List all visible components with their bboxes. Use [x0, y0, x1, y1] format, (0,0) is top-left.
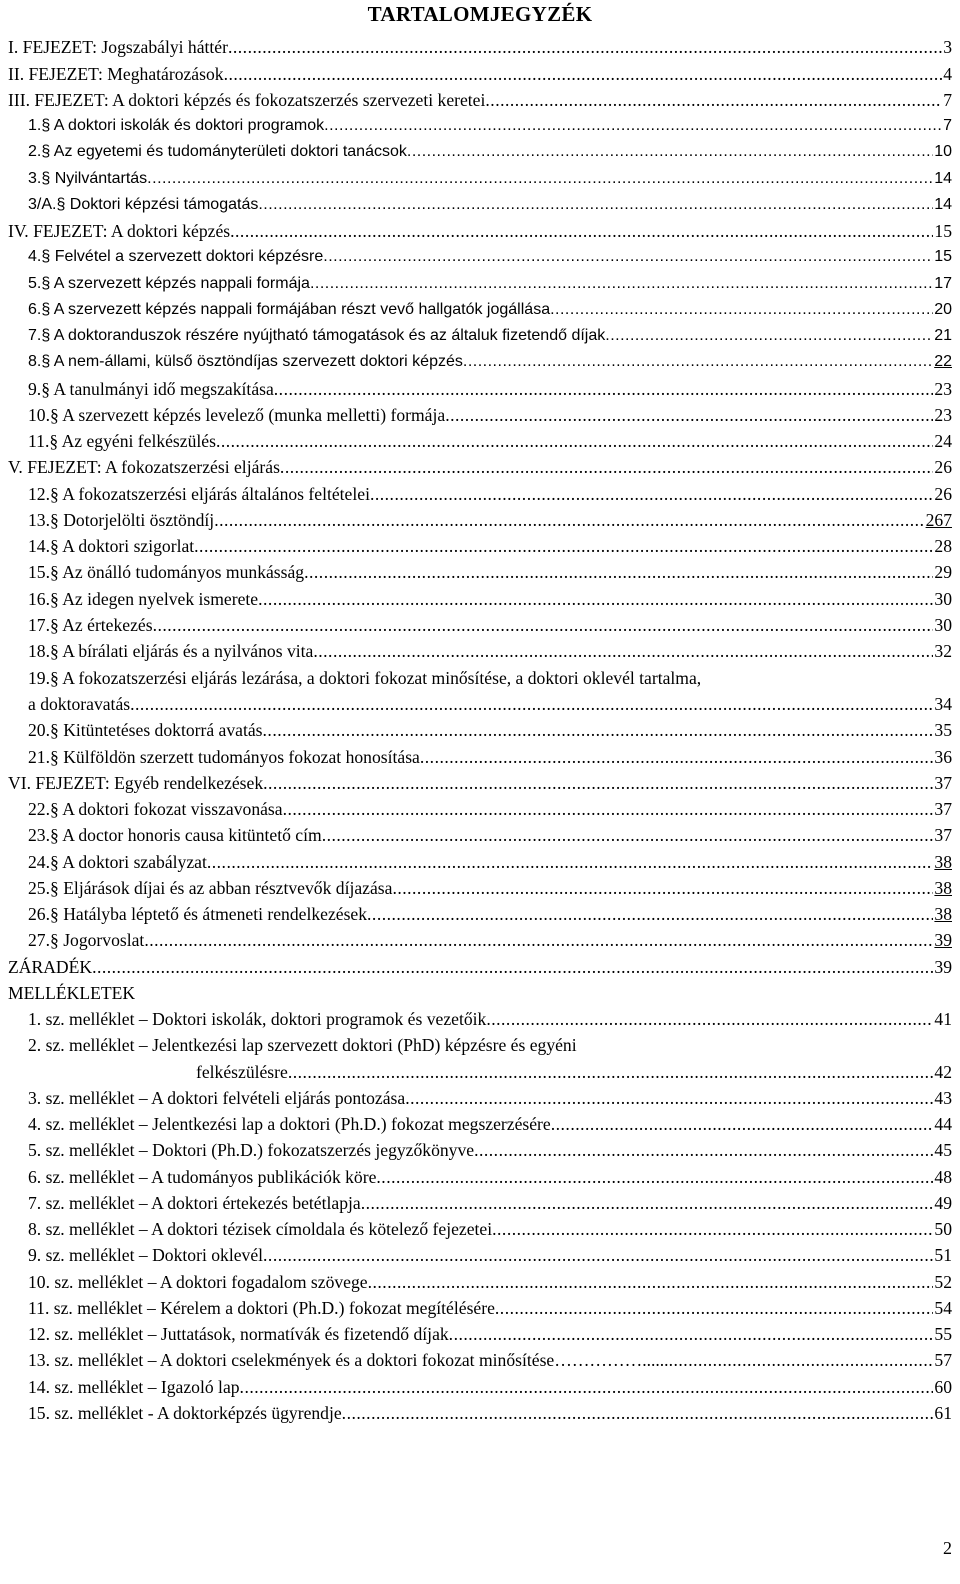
- toc-entry[interactable]: [28, 693, 952, 715]
- toc-entry-page: 23: [934, 405, 952, 425]
- toc-entry[interactable]: [28, 1113, 952, 1135]
- dot-leader: [258, 588, 933, 610]
- toc-entry-page: 48: [934, 1167, 952, 1187]
- toc-entry[interactable]: [28, 1244, 952, 1266]
- dot-leader: [313, 640, 933, 662]
- page-number: 2: [943, 1538, 952, 1558]
- toc-entry-page: 38: [934, 878, 952, 898]
- toc-entry-label: 26.§ Hatályba léptető és átmeneti rendelkezések: [28, 904, 368, 924]
- toc-entry[interactable]: [28, 1087, 952, 1109]
- dot-leader: [230, 220, 933, 242]
- toc-entry[interactable]: [8, 956, 952, 978]
- toc-entry-page: 267: [925, 510, 952, 530]
- toc-entry-label: 7. sz. melléklet – A doktori értekezés betétlapja: [28, 1193, 361, 1213]
- toc-entry[interactable]: [28, 246, 952, 268]
- toc-entry-page: 51: [934, 1245, 952, 1265]
- dot-leader: [550, 299, 933, 321]
- toc-entry-label: 14.§ A doktori szigorlat: [28, 536, 195, 556]
- toc-entry[interactable]: [28, 746, 952, 768]
- dot-leader: [153, 614, 934, 636]
- dot-leader: [368, 1271, 934, 1293]
- toc-entry-label: IV. FEJEZET: A doktori képzés: [8, 221, 231, 241]
- toc-heading: 2. sz. melléklet – Jelentkezési lap szervezett doktori (PhD) képzésre és egyéni: [28, 1035, 577, 1055]
- toc-entry[interactable]: [28, 719, 952, 741]
- toc-entry-page: 22: [934, 353, 952, 370]
- dot-leader: [144, 929, 933, 951]
- toc-entry[interactable]: [28, 483, 952, 505]
- toc-entry[interactable]: [8, 220, 952, 242]
- dot-leader: [258, 194, 933, 216]
- toc-entry-page: 15: [934, 221, 952, 241]
- toc-entry-page: 23: [934, 379, 952, 399]
- dot-leader: [551, 1113, 934, 1135]
- dot-leader: [449, 1323, 934, 1345]
- dot-leader: [495, 1297, 934, 1319]
- dot-leader: [405, 1087, 933, 1109]
- toc-entry-page: 39: [934, 930, 952, 950]
- toc-entry-page: 15: [934, 248, 952, 265]
- toc-entry-page: 26: [934, 457, 952, 477]
- toc-entry-page: 26: [934, 484, 952, 504]
- toc-entry-page: 32: [934, 641, 952, 661]
- dot-leader: [274, 378, 934, 400]
- toc-entry[interactable]: [28, 378, 952, 400]
- toc-entry-page: 37: [934, 773, 952, 793]
- toc-entry[interactable]: [28, 325, 952, 347]
- dot-leader: [288, 1061, 934, 1083]
- toc-entry-page: 34: [934, 694, 952, 714]
- toc-entry-label: 15. sz. melléklet - A doktorképzés ügyrendje: [28, 1403, 342, 1423]
- toc-entry[interactable]: [8, 63, 952, 85]
- toc-entry-page: 14: [934, 170, 952, 187]
- toc-entry-page: 28: [934, 536, 952, 556]
- toc-entry-page: 10: [934, 143, 952, 160]
- dot-leader: [304, 561, 933, 583]
- toc-entry-page: 17: [934, 275, 952, 292]
- toc-entry[interactable]: [28, 194, 952, 216]
- toc-entry-label: 7.§ A doktoranduszok részére nyújtható támogatások és az általuk fizetendő díjak: [28, 327, 606, 344]
- toc-entry-label: 11. sz. melléklet – Kérelem a doktori (Ph.D.) fokozat megítélésére: [28, 1298, 495, 1318]
- dot-leader: [324, 115, 942, 137]
- toc-entry[interactable]: [8, 36, 952, 58]
- toc-entry[interactable]: [28, 614, 952, 636]
- toc-entry[interactable]: [28, 115, 952, 137]
- dot-leader: [130, 693, 933, 715]
- toc-entry[interactable]: [28, 1218, 952, 1240]
- toc-entry-page: 35: [934, 720, 952, 740]
- toc-entry-page: 44: [934, 1114, 952, 1134]
- toc-entry-label: 13. sz. melléklet – A doktori cselekmények és a doktori fokozat minősítése……………......: [28, 1350, 669, 1370]
- toc-entry[interactable]: [28, 404, 952, 426]
- toc-entry[interactable]: [28, 798, 952, 820]
- dot-leader: [322, 824, 934, 846]
- toc-entry-label: 3. sz. melléklet – A doktori felvételi eljárás pontozása: [28, 1088, 406, 1108]
- toc-entry-page: 57: [934, 1350, 952, 1370]
- toc-entry[interactable]: [28, 299, 952, 321]
- dot-leader: [342, 1402, 934, 1424]
- toc-entry-label: 4.§ Felvétel a szervezett doktori képzésre: [28, 248, 324, 265]
- dot-leader: [323, 246, 933, 268]
- toc-entry-label: 13.§ Dotorjelölti ösztöndíj: [28, 510, 215, 530]
- toc-entry[interactable]: [28, 1297, 952, 1319]
- toc-entry[interactable]: [28, 561, 952, 583]
- toc-entry-page: 61: [934, 1403, 952, 1423]
- toc-entry-page: 30: [934, 615, 952, 635]
- toc-entry-label: 23.§ A doctor honoris causa kitüntető cím: [28, 825, 322, 845]
- dot-leader: [420, 746, 934, 768]
- toc-entry-page: 37: [934, 799, 952, 819]
- dot-leader: [240, 1376, 934, 1398]
- toc-entry-page: 37: [934, 825, 952, 845]
- toc-entry-label: 25.§ Eljárások díjai és az abban résztvevők díjazása: [28, 878, 393, 898]
- dot-leader: [214, 509, 924, 531]
- toc-entry[interactable]: [28, 141, 952, 163]
- toc-entry-label: 9. sz. melléklet – Doktori oklevél: [28, 1245, 264, 1265]
- toc-entry[interactable]: [28, 640, 952, 662]
- toc-entry-page: 39: [934, 957, 952, 977]
- toc-entry-label: 6.§ A szervezett képzés nappali formájában részt vevő hallgatók jogállása: [28, 301, 551, 318]
- toc-entry-page: 38: [934, 904, 952, 924]
- dot-leader: [407, 141, 933, 163]
- toc-entry-label: 1. sz. melléklet – Doktori iskolák, doktori programok és vezetőik: [28, 1009, 487, 1029]
- toc-entry[interactable]: [28, 168, 952, 190]
- toc-entry-label: VI. FEJEZET: Egyéb rendelkezések: [8, 773, 264, 793]
- toc-entry-label: 27.§ Jogorvoslat: [28, 930, 145, 950]
- toc-entry[interactable]: [28, 824, 952, 846]
- toc-entry[interactable]: [28, 273, 952, 295]
- toc-entry[interactable]: [28, 1349, 952, 1371]
- toc-entry[interactable]: [28, 851, 952, 873]
- toc-entry-label: 1.§ A doktori iskolák és doktori programok: [28, 117, 325, 134]
- toc-entry-page: 24: [934, 431, 952, 451]
- dot-leader: [194, 535, 933, 557]
- toc-entry-page: 52: [934, 1272, 952, 1292]
- toc-entry-page: 20: [934, 301, 952, 318]
- dot-leader: [207, 851, 934, 873]
- toc-entry-page: 45: [934, 1140, 952, 1160]
- toc-entry-label: V. FEJEZET: A fokozatszerzési eljárás: [8, 457, 280, 477]
- toc-entry-label: III. FEJEZET: A doktori képzés és fokozatszerzés szervezeti keretei: [8, 90, 486, 110]
- toc-title: TARTALOMJEGYZÉK: [367, 2, 593, 26]
- toc-entry-label: 17.§ Az értekezés: [28, 615, 153, 635]
- toc-entry-page: 41: [934, 1009, 952, 1029]
- toc-entry-label: 4. sz. melléklet – Jelentkezési lap a doktori (Ph.D.) fokozat megszerzésére: [28, 1114, 551, 1134]
- toc-entry[interactable]: [8, 456, 952, 478]
- toc-entry-label: 3.§ Nyilvántartás: [28, 170, 148, 187]
- toc-entry-label: 20.§ Kitüntetéses doktorrá avatás: [28, 720, 263, 740]
- toc-entry[interactable]: [28, 1139, 952, 1161]
- dot-leader: [445, 404, 933, 426]
- toc-entry-label: 2.§ Az egyetemi és tudományterületi doktori tanácsok: [28, 143, 407, 160]
- toc-entry-label: 22.§ A doktori fokozat visszavonása: [28, 799, 283, 819]
- toc-entry-page: 42: [934, 1062, 952, 1082]
- dot-leader: [224, 63, 943, 85]
- toc-entry-page: 3: [943, 37, 952, 57]
- toc-entry-page: 7: [943, 117, 952, 134]
- dot-leader: [474, 1139, 933, 1161]
- dot-leader: [486, 1008, 933, 1030]
- toc-entry-page: 7: [943, 90, 952, 110]
- dot-leader: [361, 1192, 934, 1214]
- toc-entry[interactable]: [28, 1166, 952, 1188]
- toc-entry[interactable]: [28, 430, 952, 452]
- toc-entry[interactable]: [28, 1376, 952, 1398]
- toc-entry-page: 60: [934, 1377, 952, 1397]
- toc-entry[interactable]: [28, 877, 952, 899]
- toc-entry[interactable]: [28, 1008, 952, 1030]
- dot-leader: [492, 1218, 933, 1240]
- toc-entry[interactable]: [28, 588, 952, 610]
- toc-entry-label: 9.§ A tanulmányi idő megszakítása: [28, 379, 274, 399]
- toc-entry-page: 43: [934, 1088, 952, 1108]
- toc-entry-page: 30: [934, 589, 952, 609]
- dot-leader: [228, 36, 942, 58]
- toc-entry-label: felkészülésre: [196, 1062, 288, 1082]
- dot-leader: [263, 719, 934, 741]
- dot-leader: [263, 772, 933, 794]
- toc-entry-page: 54: [934, 1298, 952, 1318]
- dot-leader: [310, 273, 933, 295]
- dot-leader: [370, 483, 933, 505]
- toc-entry[interactable]: [28, 1402, 952, 1424]
- toc-entry-label: 18.§ A bírálati eljárás és a nyilvános vita: [28, 641, 314, 661]
- dot-leader: [669, 1349, 934, 1371]
- toc-entry-label: 5. sz. melléklet – Doktori (Ph.D.) fokozatszerzés jegyzőkönyve: [28, 1140, 475, 1160]
- toc-heading: 19.§ A fokozatszerzési eljárás lezárása, a doktori fokozat minősítése, a doktori oklevél tartalma,: [28, 668, 702, 688]
- toc-entry-label: 8.§ A nem-állami, külső ösztöndíjas szervezett doktori képzés: [28, 353, 463, 370]
- toc-entry-label: I. FEJEZET: Jogszabályi háttér: [8, 37, 228, 57]
- toc-entry-page: 36: [934, 747, 952, 767]
- dot-leader: [485, 89, 942, 111]
- toc-entry[interactable]: [28, 1192, 952, 1214]
- toc-entry-page: 49: [934, 1193, 952, 1213]
- toc-entry-label: 6. sz. melléklet – A tudományos publikációk köre: [28, 1167, 377, 1187]
- toc-entry[interactable]: [28, 1271, 952, 1293]
- dot-leader: [280, 456, 933, 478]
- toc-entry[interactable]: [28, 535, 952, 557]
- toc-entry-page: 14: [934, 196, 952, 213]
- toc-entry-label: II. FEJEZET: Meghatározások: [8, 64, 224, 84]
- dot-leader: [263, 1244, 933, 1266]
- toc-entry-label: 14. sz. melléklet – Igazoló lap: [28, 1377, 240, 1397]
- dot-leader: [283, 798, 934, 820]
- toc-entry-label: 16.§ Az idegen nyelvek ismerete: [28, 589, 259, 609]
- toc-entry-page: 29: [934, 562, 952, 582]
- dot-leader: [92, 956, 933, 978]
- toc-entry-label: ZÁRADÉK: [8, 957, 93, 977]
- toc-entry[interactable]: [196, 1061, 952, 1083]
- toc-entry[interactable]: [28, 509, 952, 531]
- dot-leader: [376, 1166, 933, 1188]
- toc-entry-label: 10. sz. melléklet – A doktori fogadalom szövege: [28, 1272, 368, 1292]
- toc-entry[interactable]: [28, 929, 952, 951]
- dot-leader: [392, 877, 933, 899]
- toc-entry-page: 38: [934, 852, 952, 872]
- toc-entry-page: 4: [943, 64, 952, 84]
- toc-entry[interactable]: [28, 903, 952, 925]
- toc-entry-label: 15.§ Az önálló tudományos munkásság: [28, 562, 305, 582]
- toc-entry-label: a doktoravatás: [28, 694, 131, 714]
- toc-entry-label: 5.§ A szervezett képzés nappali formája: [28, 275, 310, 292]
- dot-leader: [463, 351, 933, 373]
- toc-entry-label: 12. sz. melléklet – Juttatások, normatívák és fizetendő díjak: [28, 1324, 449, 1344]
- toc-entry[interactable]: [28, 1323, 952, 1345]
- toc-entry-label: 12.§ A fokozatszerzési eljárás általános feltételei: [28, 484, 370, 504]
- toc-heading: MELLÉKLETEK: [8, 983, 136, 1003]
- toc-entry[interactable]: [28, 351, 952, 373]
- dot-leader: [216, 430, 933, 452]
- toc-entry[interactable]: [8, 772, 952, 794]
- toc-entry-label: 24.§ A doktori szabályzat: [28, 852, 207, 872]
- toc-entry-label: 10.§ A szervezett képzés levelező (munka melletti) formája: [28, 405, 446, 425]
- toc-entry-page: 50: [934, 1219, 952, 1239]
- toc-entry-label: 8. sz. melléklet – A doktori tézisek címoldala és kötelező fejezetei: [28, 1219, 493, 1239]
- dot-leader: [147, 168, 933, 190]
- toc-entry-page: 21: [934, 327, 952, 344]
- toc-entry-label: 3/A.§ Doktori képzési támogatás: [28, 196, 259, 213]
- toc-entry[interactable]: [8, 89, 952, 111]
- toc-entry-page: 55: [934, 1324, 952, 1344]
- dot-leader: [605, 325, 933, 347]
- dot-leader: [367, 903, 933, 925]
- toc-entry-label: 11.§ Az egyéni felkészülés: [28, 431, 216, 451]
- toc-entry-label: 21.§ Külföldön szerzett tudományos fokozat honosítása: [28, 747, 420, 767]
